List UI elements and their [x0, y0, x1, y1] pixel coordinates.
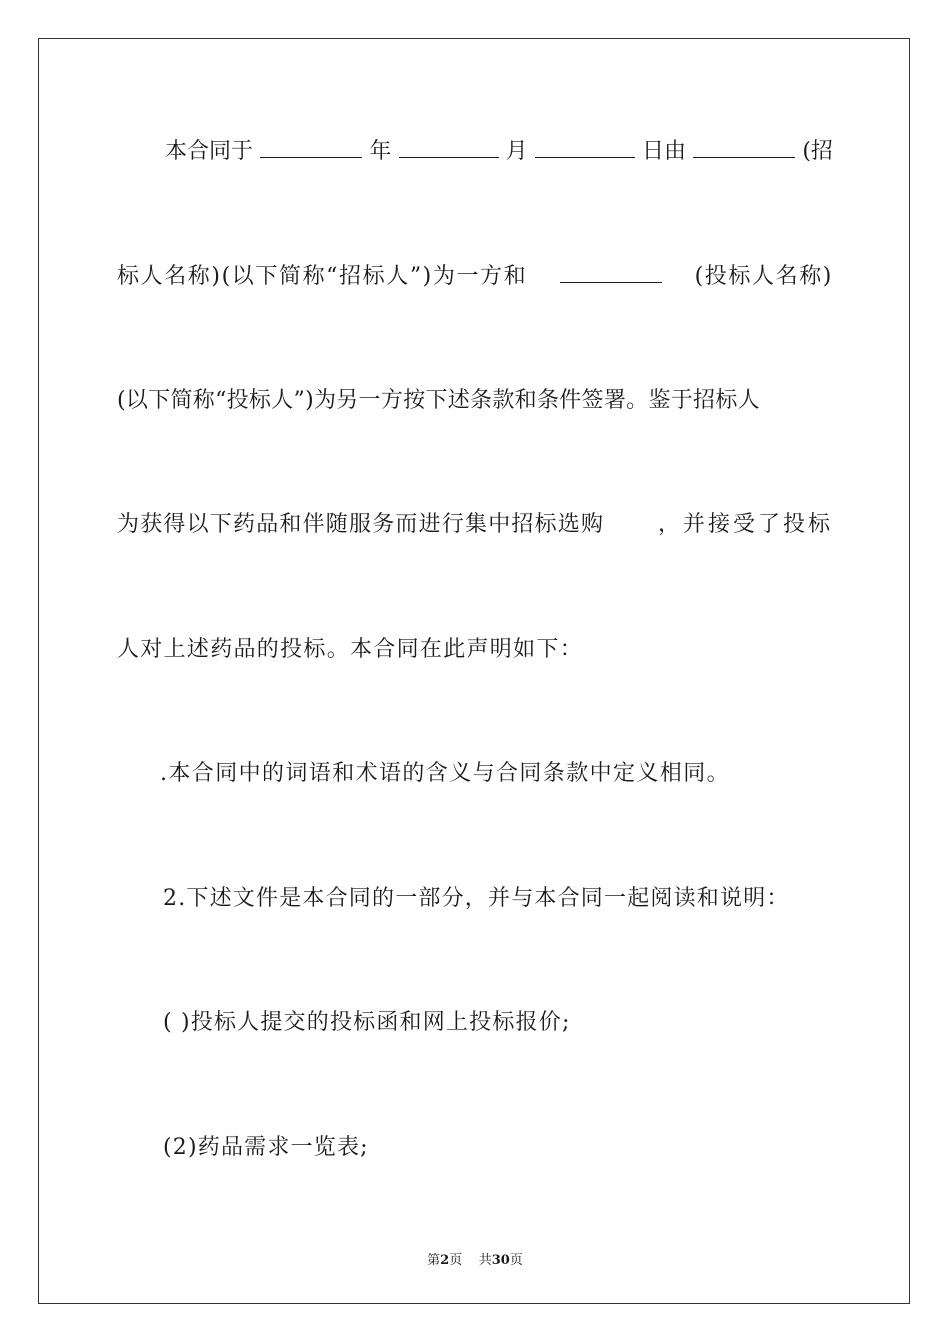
contract-line-2	[117, 262, 833, 292]
text-segment: 为获得以下药品和伴随服务而进行集中招标选购	[117, 512, 605, 537]
footer-page-suffix: 页	[449, 1253, 463, 1268]
footer-total-suffix: 页	[509, 1253, 523, 1268]
contract-line-4	[117, 510, 833, 540]
footer-page-number: 2	[440, 1253, 450, 1268]
page-footer	[0, 1249, 950, 1268]
text-segment: (招	[802, 139, 833, 164]
text-segment: (投标人名称)	[694, 264, 833, 289]
blank-field-year	[260, 137, 362, 158]
text-segment: 日由	[641, 139, 686, 164]
contract-line-3: (以下简称“投标人”)为另一方按下述条款和条件签署。鉴于招标人	[117, 388, 760, 413]
blank-field-month	[399, 137, 499, 158]
text-segment: 标人名称)(以下简称“招标人”)为一方和	[117, 264, 528, 289]
clause-1: .本合同中的词语和术语的含义与合同条款中定义相同。	[160, 761, 730, 786]
clause-2-item-2: (2)药品需求一览表;	[163, 1135, 369, 1160]
text-segment: 本合同于	[165, 139, 254, 164]
clause-2: 2.下述文件是本合同的一部分，并与本合同一起阅读和说明：	[163, 886, 790, 911]
footer-prefix: 第	[427, 1253, 441, 1268]
clause-2-item-1: ( )投标人提交的投标函和网上投标报价;	[163, 1010, 571, 1035]
text-segment: 年	[369, 139, 392, 164]
text-segment: ，并接受了投标	[657, 512, 833, 537]
blank-field-tenderer	[693, 137, 795, 158]
footer-total-pages: 30	[491, 1253, 510, 1268]
contract-line-5: 人对上述药品的投标。本合同在此声明如下：	[117, 637, 584, 662]
blank-field-bidder	[560, 262, 662, 283]
text-segment: 月	[505, 139, 528, 164]
footer-total-prefix: 共	[478, 1253, 492, 1268]
blank-field-day	[535, 137, 635, 158]
page-border	[38, 38, 910, 1304]
contract-line-1	[165, 137, 833, 167]
